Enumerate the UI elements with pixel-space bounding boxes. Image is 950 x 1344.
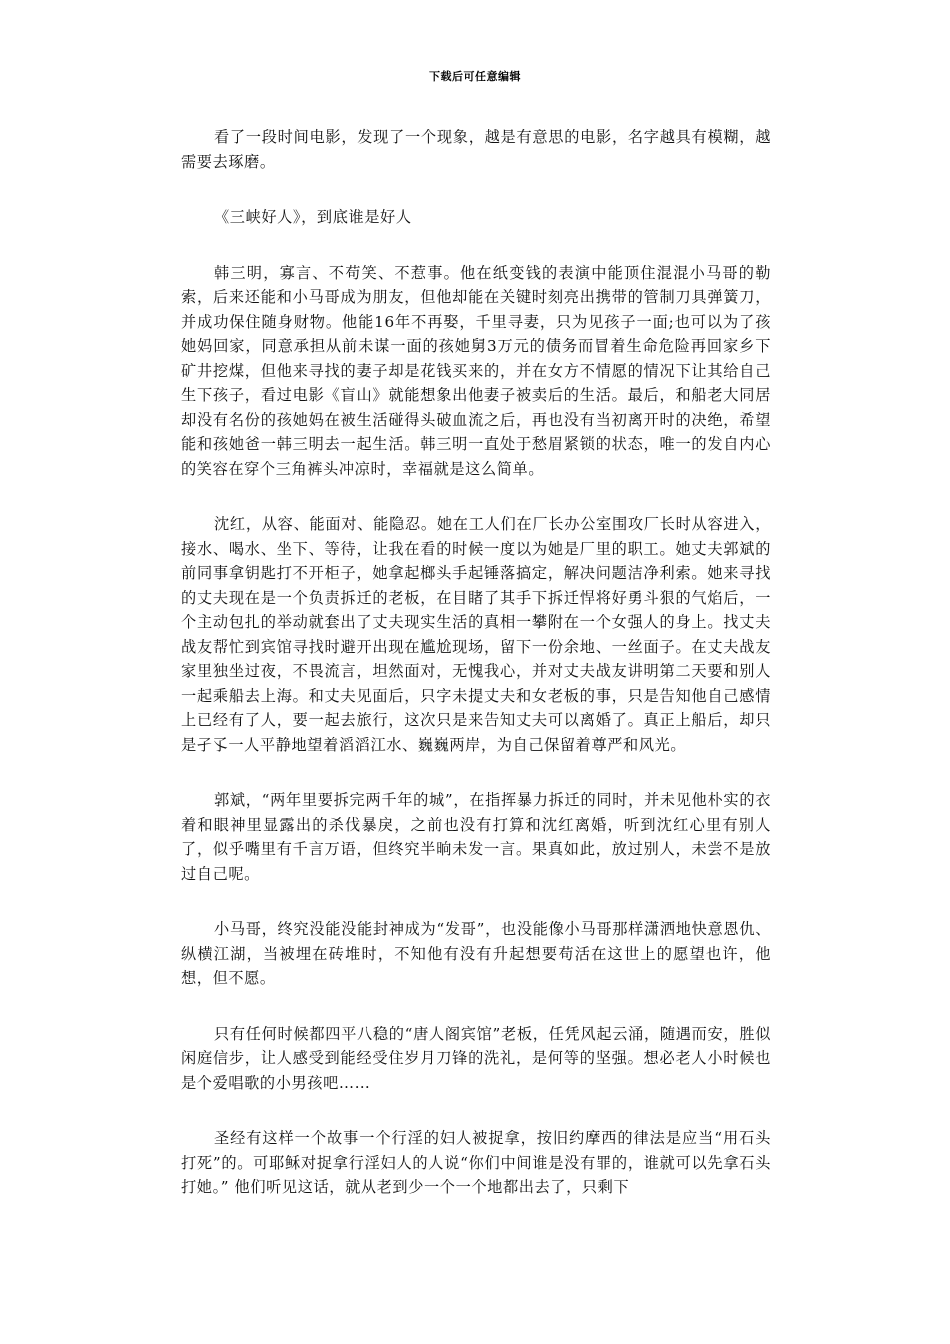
paragraph-bible-story: 圣经有这样一个故事一个行淫的妇人被捉拿，按旧约摩西的律法是应当“用石头打死”的。可耶稣对捉拿行淫妇人的人说“你们中间谁是没有罪的，谁就可以先拿石头打她。” 他们听见这话，就从老到少一个一个地都出去了，只剩下 (181, 1129, 771, 1196)
paragraph-xiao-ma-ge: 小马哥，终究没能没能封神成为“发哥”，也没能像小马哥那样潇洒地快意恩仇、纵横江湖，当被埋在砖堆时，不知他有没有升起想要苟活在这世上的愿望也许，他想，但不愿。 (181, 920, 771, 987)
paragraph-guo-bin: 郭斌，“两年里要拆完两千年的城”，在指挥暴力拆迁的同时，并未见他朴实的衣着和眼神里显露出的杀伐暴戾，之前也没有打算和沈红离婚，听到沈红心里有别人了，似乎嘴里有千言万语，但终究半晌未发一言。果真如此，放过别人，未尝不是放过自己呢。 (181, 791, 771, 883)
download-note: 下载后可任意编辑 (429, 70, 521, 83)
intro-paragraph: 看了一段时间电影，发现了一个现象，越是有意思的电影，名字越具有模糊，越需要去琢磨。 (181, 128, 771, 171)
paragraph-han-sanming: 韩三明，寡言、不苟笑、不惹事。他在纸变钱的表演中能顶住混混小马哥的勒索，后来还能和小马哥成为朋友，但他却能在关键时刻亮出携带的管制刀具弹簧刀，并成功保住随身财物。他能16年不再娶，千里寻妻，只为见孩子一面;也可以为了孩她妈回家，同意承担从前未谋一面的孩她舅3万元的债务而冒着生命危险再回家乡下矿井挖煤，但他来寻找的妻子却是花钱买来的，并在女方不情愿的情况下让其给自己生下孩子，看过电影《盲山》就能想象出他妻子被卖后的生活。最后，和船老大同居却没有名份的孩她妈在被生活碰得头破血流之后，再也没有当初离开时的决绝，希望能和孩她爸一韩三明去一起生活。韩三明一直处于愁眉紧锁的状态，唯一的发自内心的笑容在穿个三角裤头冲凉时，幸福就是这么简单。 (181, 263, 771, 478)
article-title: 《三峡好人》，到底谁是好人 (214, 208, 412, 226)
article-body (181, 125, 771, 1231)
paragraph-shen-hong: 沈红，从容、能面对、能隐忍。她在工人们在厂长办公室围攻厂长时从容进入，接水、喝水、坐下、等待，让我在看的时候一度以为她是厂里的职工。她丈夫郭斌的前同事拿钥匙打不开柜子，她拿起榔头手起锤落搞定，解决问题洁净利索。她来寻找的丈夫现在是一个负责拆迁的老板，在目睹了其手下拆迁悍将好勇斗狠的气焰后，一个主动包扎的举动就套出了丈夫现实生活的真相一攀附在一个女强人的身上。找丈夫战友帮忙到宾馆寻找时避开出现在尴尬现场，留下一份余地、一丝面子。在丈夫战友家里独坐过夜，不畏流言，坦然面对，无愧我心，并对丈夫战友讲明第二天要和别人一起乘船去上海。和丈夫见面后，只字未提丈夫和女老板的事，只是告知他自己感情上已经有了人，要一起去旅行，这次只是来告知丈夫可以离婚了。真正上船后，却只是孑孓一人平静地望着滔滔江水、巍巍两岸，为自己保留着尊严和风光。 (181, 515, 771, 754)
paragraph-hotel-owner: 只有任何时候都四平八稳的“唐人阁宾馆”老板，任凭风起云涌，随遇而安，胜似闲庭信步，让人感受到能经受住岁月刀锋的洗礼，是何等的坚强。想必老人小时候也是个爱唱歌的小男孩吧…… (181, 1024, 771, 1092)
